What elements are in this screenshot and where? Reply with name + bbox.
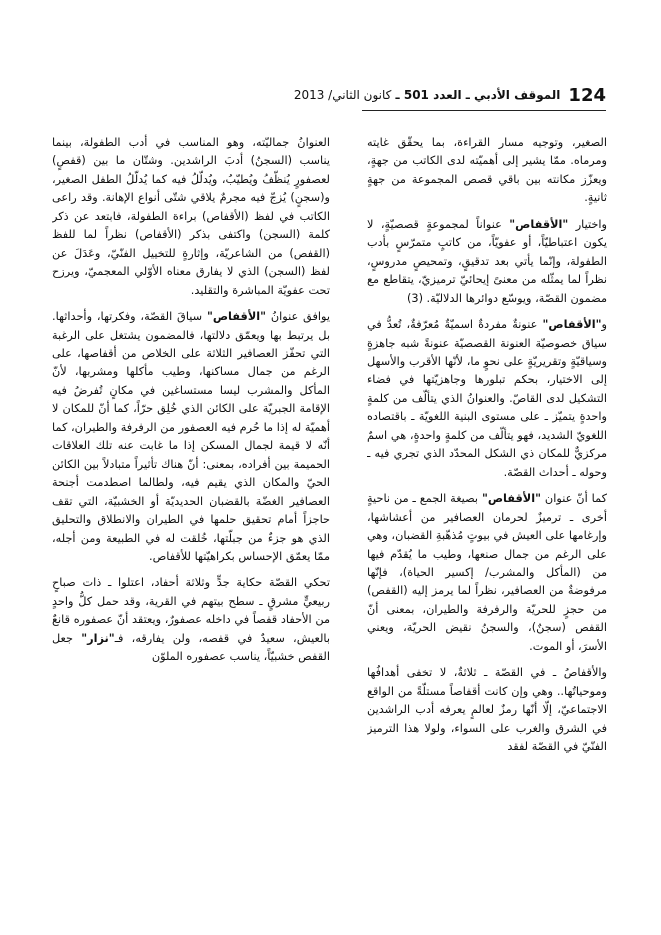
paragraph-text: يوافق عنوانُ (266, 310, 330, 324)
header-rule (362, 110, 606, 111)
paragraph (367, 316, 607, 482)
keyword-title: "نزار" (81, 631, 115, 645)
issue-date: كانون الثاني/ 2013 (293, 88, 392, 102)
issue-label: العدد 501 (403, 88, 462, 102)
journal-name: الموقف الأدبي (474, 88, 561, 102)
keyword-title: "الأقفاص" (509, 217, 569, 231)
paragraph-text: عنواناً لمجموعةٍ قصصيّةٍ، لا يكون اعتباطيّاً، أو عفويّاً، من كاتبٍ متمرّسٍ بأدب الطفولة، وإنّما يأتي بعد تدقيقٍ، وتمحيصٍ مدروسٍ، نظراً لما يمثّله من معنىً إيحائيّ ترميزيّ، يتقاطع مع مضمون القصّة، ويوسّع دوائرها الدلاليّة. (3) (367, 217, 607, 305)
paragraph-text: جعل القفص خشبيّاً، يناسب عصفوره الملوّن (52, 631, 330, 664)
paragraph-text: الصغير، وتوجيه مسار القراءة، بما يحقّق غايته ومرماه. ممّا يشير إلى أهميّته لدى الكاتب من جهةٍ، ويعزّز مكانته بين باقي قصص المجموعة من جهةٍ ثانيةٍ. (367, 136, 607, 205)
keyword-title: "الأقفاص" (481, 492, 541, 506)
running-header (293, 84, 606, 106)
paragraph (52, 574, 330, 666)
paragraph-text: تحكي القصّة حكاية جدٍّ وثلاثة أحفاد، اعتلوا ـ ذات صباحٍ ربيعيٍّ مشرقٍ ـ سطح بيتهم في القرية، وقد حمل كلُّ واحدٍ من الأحفاد قفصاً في داخله عصفورٌ، ويعتقد أنّ عصفوره قانعٌ بالعيش، سعيدٌ في قفصه، ولن يفارقه، فـ (52, 576, 330, 645)
paragraph-text: عنونةٌ مفردةٌ اسميّةٌ مُعرّفةٌ، تُعدُّ في سياق خصوصيّة العنونة القصصيّة عنونةً شبه جاهزةٍ وسياقيّةٍ وتقريريّةٍ على نحوٍ ما، لأنّها الأقرب والأسهل إلى الاختيار، بحكم تبلورها وجاهزيّتها في فضاء التشكيل لدى القاصّ. والعنوانُ الذي يتألّف من كلمةٍ واحدةٍ يتميّز ـ على مستوى البنية اللغويّة ـ باقتصاده اللغويّ الشديد، فهو يتألّف من كلمةٍ واحدةٍ، هي اسمٌ مركزيٌّ للمكان ذي الشكل المحدّد الذي تجري فيه ـ وحوله ـ أحداث القصّة. (367, 318, 607, 479)
paragraph-text: و (601, 318, 607, 332)
paragraph-text: سياقَ القصّة، وفكرتها، وأحداثها. بل يرتبط بها ويعمّق دلالتها، فالمضمون يشتغل على الرغبة التي تحفّز العصافير الثلاثة على الخلاص من أقفاصها، على الرغم من جمال مساكنها، وطيب مأكلها ومشربها، لأنّ المأكل والمشرب ليسا مستساغين في مكانٍ تُفرضُ فيه الإقامة الجبريّة على الكائن الذي خُلِق حرّاً، كما أنّ للمكان لا أهميّة له إذا ما حُرم فيه العصفور من الرفرفة والطيران، كما أنّه لا قيمة لجمال المسكن إذا ما غابت عنه تلك العلاقات الحميمة بين أفراده، بمعنى: أنّ هناك تأثيراً متبادلاً بين الكائن الحيّ والمكان الذي يقيم فيه، ولطالما اصطدمت أجنحة العصافير الغضّة بالقضبان الحديديّة أو الخشبيّة، التي تقف حاجزاً أمام تحقيق حلمها في الطيران والانطلاق والتحليق الذي هو جزءٌ من جبلّتها، خُلقت له في الطبيعة ومن أجله، ممّا يعمّق الإحساس بكراهيّتها للأقفاص. (52, 310, 330, 563)
right-column (367, 134, 607, 834)
keyword-title: "الأقفاص" (206, 310, 266, 324)
paragraph (367, 216, 607, 308)
paragraph-text: واختيار (568, 217, 607, 231)
left-column (52, 134, 330, 854)
running-head-text (294, 88, 561, 102)
keyword-title: "الأقفاص" (542, 318, 602, 332)
paragraph-text: بصيغة الجمع ـ من ناحيةٍ أخرى ـ ترميزٌ لحرمان العصافير من أعشاشها، وإرغامها على العيش في بيوتٍ مُذهّبةِ القضبان، وهي على الرغم من جمال صنعها، وطيب ما يُقدّم فيها من (المأكل والمشرب/ إكسير الحياة)، فإنّها مرفوضةٌ من العصافير، نظراً لما يرمز إليه (القفص) من حجزٍ للحريّة والرفرفة والطيران، بمعنى أنّ القفص (سجنٌ)، والسجنُ نقيض الحريّة، ويعني الأسرَ، أو الموت. (367, 492, 607, 653)
paragraph (367, 490, 607, 656)
paragraph (52, 134, 330, 300)
paragraph-text: كما أنّ عنوان (540, 492, 607, 506)
paragraph (367, 664, 607, 756)
page-number: 124 (568, 84, 606, 106)
paragraph (367, 134, 607, 208)
header-separator: ـ (461, 88, 475, 102)
paragraph-text: العنوانُ جماليّته، وهو المناسب في أدب الطفولة، بينما يناسب (السجنُ) أدبَ الراشدين. وشتّان ما بين (قفصٍ) لعصفورٍ يُنظّفُ ويُطيّبُ، ويُدلّلُ فيه كما يُدلّلُ الطفل الصغير، و(سجنٍ) يُزجّ فيه مجرمٌ يلاقي شتّى أنواع الإهانة. وقد راعى الكاتب في لفظ (الأقفاص) براءة الطفولة، فابتعد عن ذكر كلمة (السجن) واكتفى بذكر (الأقفاص) نظراً لما للفظ (القفص) من الشاعريّة، وإثارةٍ للتخييل الفنّيّ، وعَدَلَ عن لفظ (السجن) الذي لا يفارق معناه الأوّلي المعجميّ، ويرزح تحت عفويّة المباشرة والتقليد. (52, 136, 330, 297)
header-separator: ـ (391, 88, 404, 102)
paragraph-text: والأقفاصُ ـ في القصّة ـ ثلاثةٌ، لا تخفى أهدافُها وموحياتُها.. وهي وإن كانت أقفاصاً مستلّةً من الواقع الاجتماعيّ، إلّا أنّها رمزٌ لعالمٍ يعرفه أدب الراشدين في الشرق والغرب على السواء، ولولا هذا الترميز الفنّيّ في القصّة لفقد (367, 666, 607, 754)
paragraph (52, 308, 330, 566)
